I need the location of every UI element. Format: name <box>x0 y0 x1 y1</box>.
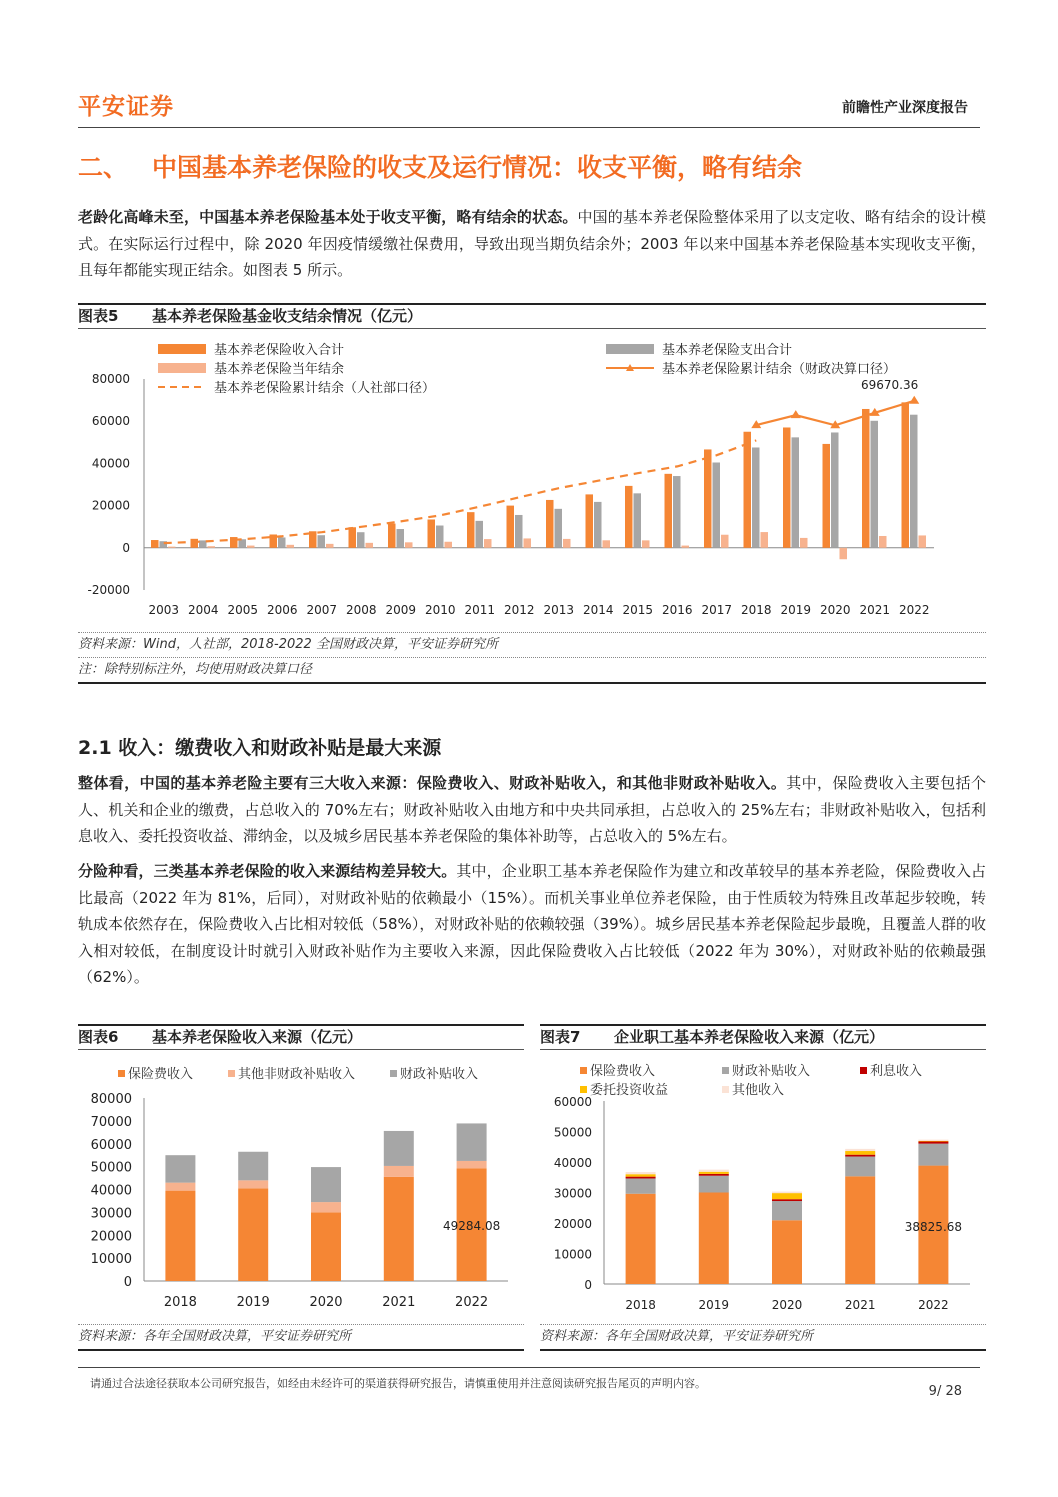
chart7-legend-label: 财政补贴收入 <box>732 1064 811 1079</box>
chart6-legend-swatch <box>228 1070 235 1077</box>
header-divider <box>78 127 980 128</box>
fig5-bar-基本养老保险支出合计 <box>357 532 365 548</box>
fig5-bar-基本养老保险当年结余 <box>840 548 848 559</box>
chart6-x-tick: 2019 <box>236 1295 270 1310</box>
chart7-y-tick: 30000 <box>553 1186 592 1201</box>
fig5-bar-基本养老保险支出合计 <box>278 537 286 547</box>
chart7-y-tick: 20000 <box>553 1217 592 1231</box>
figure6-footer <box>78 1324 524 1351</box>
paragraph-intro-body: 中国的基本养老保险整体采用了以支定收、略有结余的设计模式。在实际运行过程中，除 2020 年因疫情缓缴社保费用，导致出现当期负结余外；2003 年以来中国基本养老保险基本实现收支平衡，且每年都能实现正结余。如图表 5 所示。 <box>78 208 986 279</box>
paragraph-insurance-types <box>78 858 986 991</box>
fig5-legend-label: 基本养老保险累计结余（人社部口径） <box>214 381 436 396</box>
fig5-legend-swatch <box>158 344 206 354</box>
figure5-header <box>78 303 986 329</box>
paragraph-intro <box>78 204 986 284</box>
figure6-chart <box>78 1051 524 1323</box>
chart7-y-tick: 50000 <box>553 1125 592 1140</box>
fig5-bar-基本养老保险当年结余 <box>721 535 729 548</box>
chart7-legend-label: 委托投资收益 <box>590 1083 669 1098</box>
chart7-bar-保险费收入 <box>699 1193 729 1285</box>
figure5-title: 基本养老保险基金收支结余情况（亿元） <box>152 307 423 325</box>
fig5-bar-基本养老保险当年结余 <box>682 546 690 548</box>
chart7-bar-利息收入 <box>626 1177 656 1179</box>
fig5-x-tick: 2018 <box>740 603 772 617</box>
chart6-y-tick: 20000 <box>90 1229 132 1245</box>
chart7-legend-label: 保险费收入 <box>590 1064 656 1079</box>
fig5-bar-基本养老保险收入合计 <box>744 432 752 548</box>
fig5-bar-基本养老保险支出合计 <box>397 529 405 548</box>
chart7-legend-swatch <box>580 1067 587 1074</box>
fig5-bar-基本养老保险当年结余 <box>524 538 532 547</box>
figure6-source: 资料来源：各年全国财政决算，平安证券研究所 <box>78 1324 524 1349</box>
fig5-bar-基本养老保险收入合计 <box>388 524 396 548</box>
fig5-bar-基本养老保险当年结余 <box>879 536 887 548</box>
fig5-x-tick: 2014 <box>582 603 614 617</box>
chart6-legend-label: 财政补贴收入 <box>400 1067 479 1082</box>
fig5-bar-基本养老保险支出合计 <box>673 476 681 548</box>
fig5-x-tick: 2006 <box>266 603 298 617</box>
fig5-bar-基本养老保险收入合计 <box>151 540 159 548</box>
fig5-bar-基本养老保险收入合计 <box>349 527 357 548</box>
paragraph-intro-lead: 老龄化高峰未至，中国基本养老保险基本处于收支平衡，略有结余的状态。 <box>78 208 578 226</box>
fig5-y-tick: 80000 <box>91 372 130 386</box>
fig5-bar-基本养老保险收入合计 <box>625 486 633 548</box>
fig5-bar-基本养老保险支出合计 <box>910 415 918 548</box>
fig5-x-tick: 2021 <box>859 603 891 617</box>
chart6-bar-财政补贴收入 <box>457 1123 487 1161</box>
figure5-footer <box>78 632 986 684</box>
chart7-x-tick: 2020 <box>771 1298 803 1312</box>
figure7-title: 企业职工基本养老保险收入来源（亿元） <box>614 1028 885 1046</box>
footer-divider <box>78 1367 980 1368</box>
chart6-y-tick: 10000 <box>90 1252 132 1268</box>
chart6-bar-其他非财政补贴收入 <box>457 1161 487 1168</box>
fig5-x-tick: 2013 <box>543 603 575 617</box>
fig5-bar-基本养老保险支出合计 <box>239 539 247 548</box>
fig5-bar-基本养老保险收入合计 <box>507 506 515 548</box>
fig5-bar-基本养老保险支出合计 <box>634 493 642 547</box>
chart6-bar-保险费收入 <box>384 1177 414 1281</box>
fig5-bar-基本养老保险当年结余 <box>445 542 453 548</box>
chart6-y-tick: 40000 <box>90 1183 132 1199</box>
chart6-legend-swatch <box>390 1070 397 1077</box>
chart7-bar-保险费收入 <box>626 1194 656 1284</box>
section-title-text: 中国基本养老保险的收支及运行情况：收支平衡，略有结余 <box>152 153 803 182</box>
fig5-bar-基本养老保险支出合计 <box>199 540 207 547</box>
fig5-bar-基本养老保险收入合计 <box>586 494 594 547</box>
fig5-bar-基本养老保险当年结余 <box>919 535 927 547</box>
paragraph-income-sources-lead: 整体看，中国的基本养老险主要有三大收入来源：保险费收入、财政补贴收入，和其他非财政补贴收入。 <box>78 774 787 792</box>
figure5-source: 资料来源：Wind，人社部，2018-2022 全国财政决算，平安证券研究所 <box>78 632 986 657</box>
chart7-bar-委托投资收益 <box>772 1193 802 1199</box>
fig5-line-point <box>909 396 919 404</box>
fig5-y-tick: 60000 <box>91 414 130 429</box>
chart7-bar-保险费收入 <box>772 1220 802 1284</box>
chart7-annotation: 38825.68 <box>904 1220 963 1234</box>
chart7-bar-其他收入 <box>699 1170 729 1172</box>
figure6-title: 基本养老保险收入来源（亿元） <box>152 1028 363 1046</box>
chart6-x-tick: 2020 <box>309 1295 343 1310</box>
chart7-bar-利息收入 <box>699 1174 729 1176</box>
figure6-label: 图表6 <box>78 1028 119 1046</box>
chart6-y-tick: 30000 <box>90 1206 132 1222</box>
figure5-label: 图表5 <box>78 307 119 325</box>
fig5-bar-基本养老保险支出合计 <box>713 463 721 548</box>
fig5-bar-基本养老保险收入合计 <box>546 500 554 548</box>
chart7-bar-其他收入 <box>918 1140 948 1141</box>
chart6-y-tick: 50000 <box>90 1160 132 1176</box>
fig5-bar-基本养老保险收入合计 <box>665 474 673 548</box>
paragraph-income-sources <box>78 770 986 850</box>
chart7-legend-swatch <box>722 1086 729 1093</box>
fig5-bar-基本养老保险支出合计 <box>555 509 563 548</box>
fig5-bar-基本养老保险支出合计 <box>436 526 444 548</box>
chart6-bar-其他非财政补贴收入 <box>238 1180 268 1188</box>
chart6-bar-保险费收入 <box>311 1212 341 1281</box>
figure7-footer <box>540 1324 986 1351</box>
fig5-bar-基本养老保险当年结余 <box>366 543 374 548</box>
chart7-x-tick: 2019 <box>698 1298 730 1312</box>
fig5-x-tick: 2022 <box>898 603 930 617</box>
fig5-bar-基本养老保险收入合计 <box>823 444 831 548</box>
fig5-y-tick: 0 <box>122 540 130 555</box>
fig5-bar-基本养老保险收入合计 <box>862 409 870 548</box>
fig5-bar-基本养老保险收入合计 <box>428 519 436 547</box>
fig5-bar-基本养老保险收入合计 <box>191 539 199 548</box>
chart7-legend-swatch <box>860 1067 867 1074</box>
chart6-x-tick: 2021 <box>382 1295 416 1310</box>
fig5-y-tick: 20000 <box>91 498 130 513</box>
chart7-bar-财政补贴收入 <box>626 1178 656 1193</box>
fig5-bar-基本养老保险当年结余 <box>405 542 413 547</box>
figure5-chart <box>78 330 986 630</box>
chart6-x-tick: 2018 <box>163 1295 197 1310</box>
fig5-x-tick: 2011 <box>464 603 496 617</box>
chart6-y-tick: 0 <box>123 1275 132 1290</box>
chart7-bar-其他收入 <box>845 1149 875 1151</box>
fig5-x-tick: 2019 <box>780 603 812 617</box>
chart7-bar-其他收入 <box>626 1172 656 1174</box>
fig5-legend-swatch <box>606 344 654 354</box>
chart6-bar-其他非财政补贴收入 <box>165 1183 195 1191</box>
fig5-line-point <box>791 410 801 418</box>
fig5-x-tick: 2005 <box>227 603 259 617</box>
fig5-bar-基本养老保险支出合计 <box>594 502 602 548</box>
chart6-bar-财政补贴收入 <box>384 1131 414 1166</box>
fig5-y-tick: 40000 <box>91 456 130 471</box>
figure5-note: 注：除特别标注外，均使用财政决算口径 <box>78 657 986 682</box>
fig5-bar-基本养老保险支出合计 <box>752 447 760 547</box>
chart7-bar-财政补贴收入 <box>699 1176 729 1193</box>
footer-disclaimer: 请通过合法途径获取本公司研究报告，如经由未经许可的渠道获得研究报告，请慎重使用并注意阅读研究报告尾页的声明内容。 <box>90 1377 706 1390</box>
fig5-x-tick: 2004 <box>187 603 219 617</box>
chart7-x-tick: 2021 <box>844 1298 876 1312</box>
fig5-bar-基本养老保险支出合计 <box>476 521 484 548</box>
fig5-bar-基本养老保险收入合计 <box>783 427 791 547</box>
chart6-bar-保险费收入 <box>238 1188 268 1281</box>
section-title <box>78 148 802 184</box>
chart6-bar-财政补贴收入 <box>165 1155 195 1182</box>
fig5-bar-基本养老保险当年结余 <box>326 544 334 548</box>
chart6-y-tick: 70000 <box>90 1114 132 1130</box>
fig5-bar-基本养老保险支出合计 <box>792 437 800 547</box>
section-number: 二、 <box>78 153 129 182</box>
figure7-chart <box>540 1051 986 1323</box>
chart6-bar-财政补贴收入 <box>311 1167 341 1202</box>
fig5-bar-基本养老保险支出合计 <box>871 421 879 548</box>
figure7-label: 图表7 <box>540 1028 581 1046</box>
chart7-bar-财政补贴收入 <box>845 1157 875 1177</box>
chart7-bar-财政补贴收入 <box>918 1144 948 1166</box>
paragraph-insurance-types-body: 其中，企业职工基本养老保险作为建立和改革较早的基本养老险，保险费收入占比最高（2022 年为 81%，后同），对财政补贴的依赖最小（15%）。而机关事业单位养老保险，由于性质较为特殊且改革起步较晚，转轨成本依然存在，保险费收入占比相对较低（58%），对财政补贴的依赖较强（39%）。城乡居民基本养老保险起步最晚，且覆盖人群的收入相对较低，在制度设计时就引入财政补贴作为主要收入来源，因此保险费收入占比较低（2022 年为 30%），对财政补贴的依赖最强（62%）。 <box>78 862 986 986</box>
paragraph-income-sources-body: 其中，保险费收入主要包括个人、机关和企业的缴费，占总收入的 70%左右；财政补贴收入由地方和中央共同承担，占总收入的 25%左右；非财政补贴收入，包括利息收入、委托投资收益、滞纳金，以及城乡居民基本养老保险的集体补助等，占总收入的 5%左右。 <box>78 774 986 845</box>
chart7-y-tick: 40000 <box>553 1156 592 1170</box>
fig5-x-tick: 2008 <box>345 603 377 617</box>
fig5-bar-基本养老保险支出合计 <box>515 515 523 548</box>
fig5-y-tick: -20000 <box>87 583 130 597</box>
fig5-bar-基本养老保险当年结余 <box>642 540 650 547</box>
fig5-bar-基本养老保险当年结余 <box>247 546 255 548</box>
fig5-bar-基本养老保险支出合计 <box>831 432 839 547</box>
chart7-bar-利息收入 <box>772 1199 802 1201</box>
chart7-x-tick: 2018 <box>625 1298 656 1312</box>
chart6-legend-label: 保险费收入 <box>128 1067 194 1082</box>
chart7-bar-委托投资收益 <box>626 1174 656 1176</box>
chart6-bar-保险费收入 <box>165 1191 195 1281</box>
chart7-bar-利息收入 <box>845 1155 875 1157</box>
chart6-legend-label: 其他非财政补贴收入 <box>238 1067 356 1082</box>
chart7-bar-保险费收入 <box>845 1176 875 1284</box>
chart7-y-tick: 60000 <box>553 1095 592 1109</box>
fig5-bar-基本养老保险当年结余 <box>484 539 492 548</box>
fig5-legend-swatch <box>158 363 206 373</box>
fig5-bar-基本养老保险收入合计 <box>704 449 712 547</box>
fig5-bar-基本养老保险当年结余 <box>761 532 769 548</box>
fig5-x-tick: 2003 <box>148 603 180 617</box>
fig5-x-tick: 2009 <box>385 603 417 617</box>
chart7-bar-委托投资收益 <box>845 1151 875 1155</box>
chart7-bar-利息收入 <box>918 1141 948 1143</box>
page-number: 9/ 28 <box>928 1384 962 1399</box>
fig5-x-tick: 2012 <box>503 603 535 617</box>
chart6-y-tick: 60000 <box>90 1137 132 1153</box>
chart6-x-tick: 2022 <box>455 1295 489 1310</box>
fig5-legend-label: 基本养老保险收入合计 <box>214 343 345 358</box>
chart6-y-tick: 80000 <box>90 1092 132 1107</box>
fig5-legend-label: 基本养老保险当年结余 <box>214 362 345 377</box>
chart6-legend-swatch <box>118 1070 125 1077</box>
figure7-header <box>540 1024 986 1050</box>
fig5-x-tick: 2015 <box>622 603 654 617</box>
fig5-x-tick: 2010 <box>424 603 456 617</box>
chart7-bar-委托投资收益 <box>918 1141 948 1142</box>
report-type: 前瞻性产业深度报告 <box>842 100 968 116</box>
subsection-title: 2.1 收入：缴费收入和财政补贴是最大来源 <box>78 737 442 759</box>
fig5-bar-基本养老保险当年结余 <box>603 540 611 548</box>
fig5-bar-基本养老保险当年结余 <box>800 538 808 548</box>
chart6-annotation: 49284.08 <box>442 1219 501 1233</box>
fig5-x-tick: 2017 <box>701 603 733 617</box>
chart6-bar-其他非财政补贴收入 <box>384 1166 414 1177</box>
figure6-header <box>78 1024 524 1050</box>
chart6-bar-财政补贴收入 <box>238 1152 268 1181</box>
chart6-bar-其他非财政补贴收入 <box>311 1202 341 1212</box>
figure7-source: 资料来源：各年全国财政决算，平安证券研究所 <box>540 1324 986 1349</box>
chart7-x-tick: 2022 <box>918 1298 949 1312</box>
fig5-bar-基本养老保险收入合计 <box>467 512 475 548</box>
fig5-legend-label: 基本养老保险累计结余（财政决算口径） <box>662 362 897 377</box>
fig5-legend-label: 基本养老保险支出合计 <box>662 343 793 358</box>
fig5-bar-基本养老保险当年结余 <box>168 547 176 548</box>
chart7-y-tick: 10000 <box>553 1247 592 1262</box>
fig5-bar-基本养老保险支出合计 <box>318 535 326 548</box>
chart7-bar-财政补贴收入 <box>772 1201 802 1220</box>
fig5-bar-基本养老保险当年结余 <box>208 546 216 548</box>
paragraph-insurance-types-lead: 分险种看，三类基本养老保险的收入来源结构差异较大。 <box>78 862 457 880</box>
fig5-x-tick: 2016 <box>661 603 693 617</box>
chart7-legend-label: 利息收入 <box>870 1064 923 1079</box>
chart7-legend-swatch <box>722 1067 729 1074</box>
chart7-legend-swatch <box>580 1086 587 1093</box>
fig5-bar-基本养老保险收入合计 <box>902 402 910 547</box>
fig5-x-tick: 2007 <box>306 603 338 617</box>
chart7-legend-label: 其他收入 <box>732 1083 785 1098</box>
chart7-bar-委托投资收益 <box>699 1172 729 1174</box>
fig5-x-tick: 2020 <box>819 603 851 617</box>
chart7-bar-其他收入 <box>772 1192 802 1194</box>
company-logo: 平安证券 <box>78 94 174 120</box>
chart7-y-tick: 0 <box>584 1278 592 1292</box>
fig5-bar-基本养老保险当年结余 <box>287 545 295 548</box>
fig5-annotation: 69670.36 <box>860 377 919 392</box>
fig5-bar-基本养老保险当年结余 <box>563 539 571 548</box>
